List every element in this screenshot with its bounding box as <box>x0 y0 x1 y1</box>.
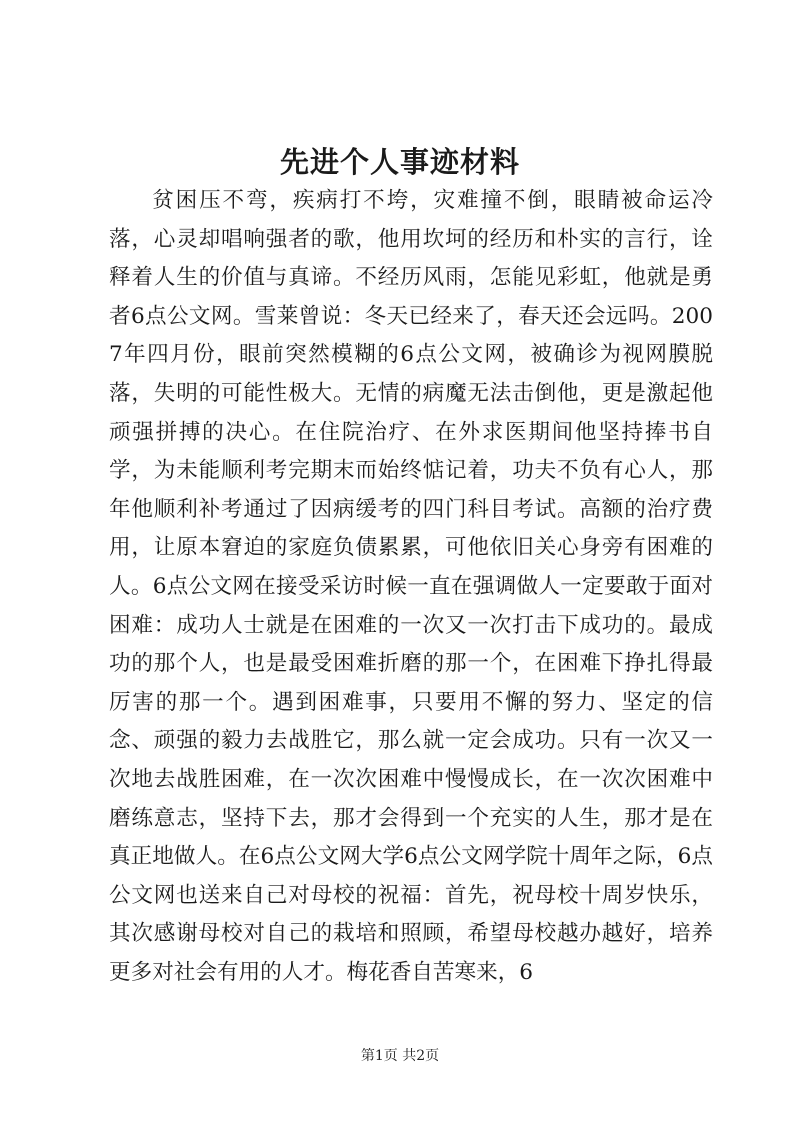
page-footer: 第1页 共2页 <box>360 1048 440 1064</box>
document-title: 先进个人事迹材料 <box>279 145 520 179</box>
body-paragraph: 贫困压不弯，疾病打不垮，灾难撞不倒，眼睛被命运冷落，心灵却唱响强者的歌，他用坎坷的经历和朴实的言行，诠释着人生的价值与真谛。不经历风雨，怎能见彩虹，他就是勇者6点公文网。雪莱曾说：冬天已经来了，春天还会远吗。2007年四月份，眼前突然模糊的6点公文网，被确诊为视网膜脱落，失明的可能性极大。无情的病魔无法击倒他，更是激起他顽强拼搏的决心。在住院治疗、在外求医期间他坚持捧书自学，为未能顺利考完期末而始终惦记着，功夫不负有心人，那年他顺利补考通过了因病缓考的四门科目考试。高额的治疗费用，让原本窘迫的家庭负债累累，可他依旧关心身旁有困难的人。6点公文网在接受采访时候一直在强调做人一定要敢于面对困难：成功人士就是在困难的一次又一次打击下成功的。最成功的那个人，也是最受困难折磨的那一个，在困难下挣扎得最厉害的那一个。遇到困难事，只要用不懈的努力、坚定的信念、顽强的毅力去战胜它，那么就一定会成功。只有一次又一次地去战胜困难，在一次次困难中慢慢成长，在一次次困难中磨练意志，坚持下去，那才会得到一个充实的人生，那才是在真正地做人。在6点公文网大学6点公文网学院十周年之际，6点公文网也送来自己对母校的祝福：首先，祝母校十周岁快乐，其次感谢母校对自己的栽培和照顾，希望母校越办越好，培养更多对社会有用的人才。梅花香自苦寒来，6 <box>109 188 713 985</box>
